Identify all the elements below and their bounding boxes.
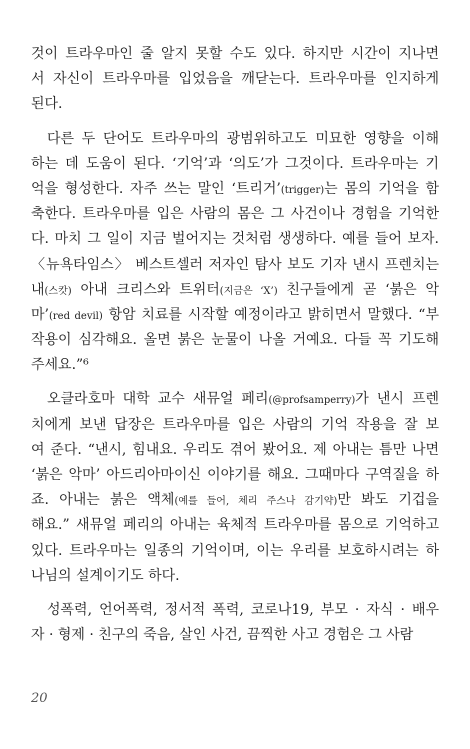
text-line	[31, 42, 439, 67]
text-segment: 다. 마치 그 일이 지금 벌어지는 것처럼 생생하다. 예를 들어 보자.	[31, 231, 439, 248]
text-segment: 마’	[31, 306, 49, 323]
text-segment: 것이 트라우마인 줄 알지 못할 수도 있다. 하지만 시간이 지나면	[31, 46, 439, 62]
text-segment: 내	[31, 281, 45, 298]
text-segment: 서 자신이 트라우마를 입었음을 깨닫는다. 트라우마를 인지하게	[31, 71, 439, 88]
paragraph	[31, 42, 439, 118]
text-segment: 항암 치료를 시작할 예정이라고 밝히면서 말했다. “부	[102, 306, 439, 323]
text-line	[31, 303, 439, 328]
text-line	[31, 127, 439, 152]
text-segment: 친구들에게 곧 ‘붉은 악	[277, 281, 439, 298]
text-segment: 만 봐도 기겁을	[337, 492, 439, 509]
text-segment: 성폭력, 언어폭력, 정서적 폭력, 코로나19, 부모 · 자식 · 배우	[47, 601, 439, 618]
paragraph	[31, 387, 439, 589]
text-line	[31, 539, 439, 564]
text-line	[31, 152, 439, 177]
text-segment: 아내 크리스와 트위터	[71, 281, 220, 298]
paragraph-gap	[31, 118, 439, 127]
text-segment: 나님의 설계이기도 하다.	[31, 567, 180, 584]
text-line	[31, 488, 439, 513]
paragraph	[31, 127, 439, 379]
inline-annotation: (스캇)	[44, 285, 72, 297]
text-segment: 작용이 심각해요. 올면 붉은 눈물이 나올 거예요. 다들 꼭 기도해	[31, 332, 439, 349]
text-line	[31, 253, 439, 278]
text-line	[31, 92, 439, 117]
text-line	[31, 513, 439, 538]
text-line	[31, 463, 439, 488]
text-line	[31, 387, 439, 412]
text-line	[31, 623, 439, 648]
text-segment: 죠. 아내는 붉은 액체	[31, 492, 175, 509]
text-line	[31, 67, 439, 92]
text-segment: 된다.	[31, 96, 63, 113]
text-segment: 자 · 형제 · 친구의 죽음, 살인 사건, 끔찍한 사고 경험은 그 사람	[31, 627, 414, 644]
text-segment: 하는 데 도움이 된다. ‘기억’과 ‘의도’가 그것이다. 트라우마는 기	[31, 155, 439, 172]
text-segment: 가 낸시 프렌	[355, 391, 439, 408]
text-segment: 해요.” 새뮤얼 페리의 아내는 육체적 트라우마를 몸으로 기억하고	[31, 517, 439, 534]
text-line	[31, 564, 439, 589]
text-line	[31, 353, 439, 378]
text-line	[31, 438, 439, 463]
paragraph	[31, 598, 439, 648]
text-segment: 축한다. 트라우마를 입은 사람의 몸은 그 사건이나 경험을 기억한	[31, 206, 439, 223]
inline-annotation: (예를 들어, 체리 주스나 감기약)	[174, 496, 338, 508]
text-line	[31, 202, 439, 227]
text-line	[31, 227, 439, 252]
inline-annotation: (@profsamperry)	[268, 395, 356, 407]
text-segment: 다른 두 단어도 트라우마의 광범위하고도 미묘한 영향을 이해	[47, 130, 439, 147]
inline-annotation: (trigger)	[280, 184, 325, 196]
text-segment: 있다. 트라우마는 일종의 기억이며, 이는 우리를 보호하시려는 하	[31, 542, 439, 559]
page-number: 20	[31, 691, 48, 706]
text-segment: 는 몸의 기억을 함	[324, 180, 439, 197]
body-text	[31, 42, 439, 648]
text-line	[31, 413, 439, 438]
inline-annotation: (지금은 ‘X’)	[219, 285, 278, 297]
text-segment: 여 준다. “낸시, 힘내요. 우리도 겪어 봤어요. 제 아내는 틈만 나면	[31, 441, 439, 458]
text-line	[31, 598, 439, 623]
text-segment: 주세요.”⁶	[31, 357, 89, 374]
paragraph-gap	[31, 378, 439, 387]
text-segment: 억을 형성한다. 자주 쓰는 말인 ‘트리거’	[31, 180, 281, 197]
text-segment: 〈뉴욕타임스〉 베스트셀러 저자인 탐사 보도 기자 낸시 프렌치는	[31, 256, 439, 273]
text-line	[31, 177, 439, 202]
text-segment: 오클라호마 대학 교수 새뮤얼 페리	[47, 391, 269, 408]
text-line	[31, 328, 439, 353]
text-segment: 치에게 보낸 답장은 트라우마를 입은 사람의 기억 작용을 잘 보	[31, 416, 439, 433]
paragraph-gap	[31, 589, 439, 598]
inline-annotation: (red devil)	[48, 310, 103, 322]
text-segment: ‘붉은 악마’ 아드리아마이신 이야기를 해요. 그때마다 구역질을 하	[31, 467, 439, 483]
text-line	[31, 278, 439, 303]
